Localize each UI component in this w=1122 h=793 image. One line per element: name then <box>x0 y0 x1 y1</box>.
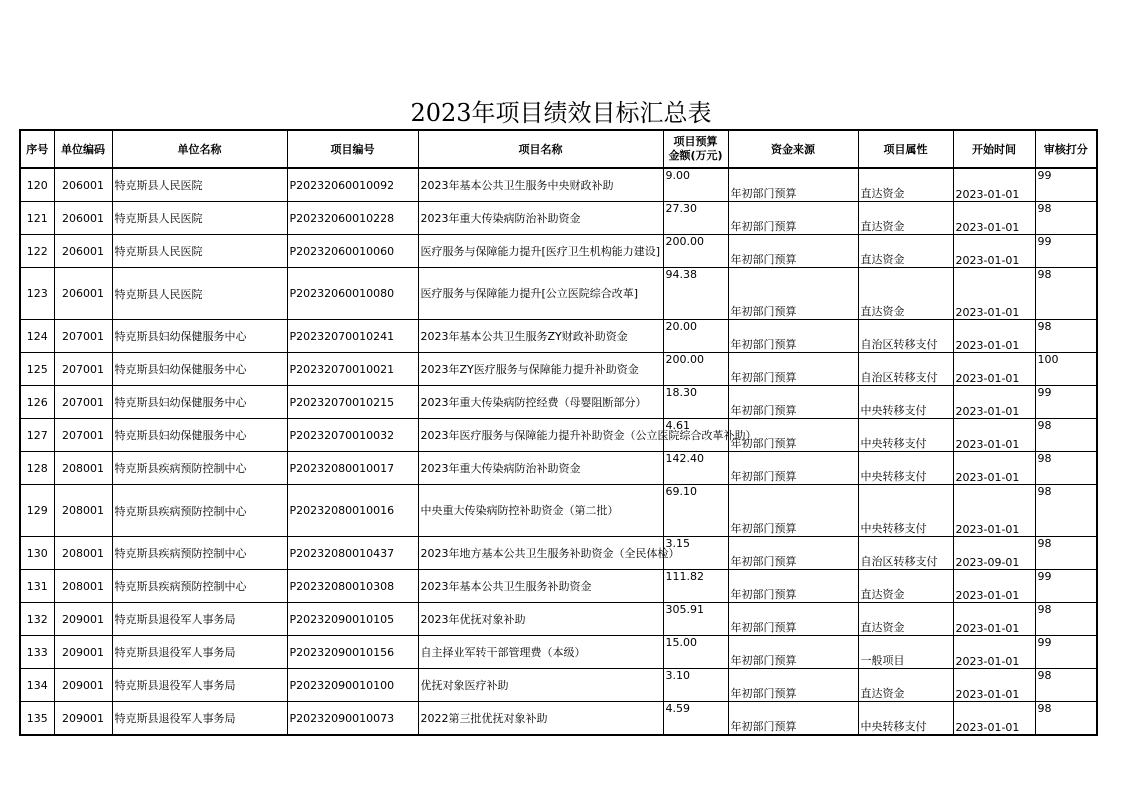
cell-project-attr: 中央转移支付 <box>858 452 953 485</box>
header-project-name: 项目名称 <box>418 130 663 168</box>
cell-project-code: P20232070010215 <box>287 386 418 419</box>
cell-project-name: 中央重大传染病防控补助资金（第二批） <box>418 485 663 537</box>
cell-budget: 18.30 <box>663 386 728 419</box>
header-unit-code: 单位编码 <box>54 130 112 168</box>
cell-unit-name: 特克斯县人民医院 <box>112 202 287 235</box>
cell-project-name: 2023年医疗服务与保障能力提升补助资金（公立医院综合改革补助） <box>418 419 663 452</box>
cell-seq: 128 <box>20 452 54 485</box>
cell-project-code: P20232070010021 <box>287 353 418 386</box>
cell-unit-code: 207001 <box>54 386 112 419</box>
header-budget-line1: 项目预算 <box>673 135 718 148</box>
cell-seq: 133 <box>20 636 54 669</box>
cell-seq: 131 <box>20 570 54 603</box>
cell-project-attr: 自治区转移支付 <box>858 353 953 386</box>
cell-seq: 126 <box>20 386 54 419</box>
cell-budget: 142.40 <box>663 452 728 485</box>
cell-project-code: P20232090010073 <box>287 702 418 736</box>
table-row <box>20 353 1097 386</box>
cell-project-code: P20232090010105 <box>287 603 418 636</box>
cell-project-attr: 直达资金 <box>858 603 953 636</box>
header-budget-line2: 金额(万元) <box>668 149 723 162</box>
table-row <box>20 419 1097 452</box>
cell-project-name: 2023年基本公共卫生服务补助资金 <box>418 570 663 603</box>
cell-seq: 121 <box>20 202 54 235</box>
table-row <box>20 452 1097 485</box>
cell-start-date: 2023-01-01 <box>953 603 1035 636</box>
cell-unit-code: 207001 <box>54 419 112 452</box>
header-fund-source: 资金来源 <box>728 130 858 168</box>
cell-project-code: P20232060010060 <box>287 235 418 268</box>
cell-project-attr: 中央转移支付 <box>858 386 953 419</box>
cell-project-code: P20232080010437 <box>287 537 418 570</box>
cell-unit-name: 特克斯县退役军人事务局 <box>112 603 287 636</box>
cell-fund-source: 年初部门预算 <box>728 702 858 736</box>
cell-budget: 200.00 <box>663 353 728 386</box>
cell-review-score: 98 <box>1035 320 1097 353</box>
cell-unit-name: 特克斯县妇幼保健服务中心 <box>112 386 287 419</box>
cell-start-date: 2023-01-01 <box>953 485 1035 537</box>
cell-project-name: 2023年地方基本公共卫生服务补助资金（全民体检） <box>418 537 663 570</box>
cell-start-date: 2023-01-01 <box>953 168 1035 202</box>
cell-start-date: 2023-01-01 <box>953 636 1035 669</box>
cell-project-code: P20232060010080 <box>287 268 418 320</box>
cell-review-score: 100 <box>1035 353 1097 386</box>
cell-project-name: 医疗服务与保障能力提升[医疗卫生机构能力建设] <box>418 235 663 268</box>
table-row <box>20 570 1097 603</box>
table-row <box>20 603 1097 636</box>
table-row <box>20 320 1097 353</box>
cell-budget: 3.15 <box>663 537 728 570</box>
cell-fund-source: 年初部门预算 <box>728 636 858 669</box>
cell-project-name: 2023年优抚对象补助 <box>418 603 663 636</box>
cell-start-date: 2023-01-01 <box>953 419 1035 452</box>
table-row <box>20 485 1097 537</box>
cell-unit-name: 特克斯县疾病预防控制中心 <box>112 570 287 603</box>
cell-budget: 9.00 <box>663 168 728 202</box>
cell-unit-code: 207001 <box>54 320 112 353</box>
cell-fund-source: 年初部门预算 <box>728 419 858 452</box>
cell-fund-source: 年初部门预算 <box>728 537 858 570</box>
cell-start-date: 2023-01-01 <box>953 353 1035 386</box>
cell-seq: 125 <box>20 353 54 386</box>
cell-budget: 200.00 <box>663 235 728 268</box>
cell-project-code: P20232080010017 <box>287 452 418 485</box>
cell-seq: 124 <box>20 320 54 353</box>
cell-review-score: 98 <box>1035 452 1097 485</box>
cell-fund-source: 年初部门预算 <box>728 235 858 268</box>
cell-budget: 4.59 <box>663 702 728 736</box>
cell-unit-name: 特克斯县疾病预防控制中心 <box>112 537 287 570</box>
cell-unit-name: 特克斯县人民医院 <box>112 168 287 202</box>
cell-review-score: 98 <box>1035 702 1097 736</box>
cell-start-date: 2023-09-01 <box>953 537 1035 570</box>
cell-start-date: 2023-01-01 <box>953 386 1035 419</box>
header-unit-name: 单位名称 <box>112 130 287 168</box>
header-start-date: 开始时间 <box>953 130 1035 168</box>
cell-unit-code: 209001 <box>54 669 112 702</box>
cell-fund-source: 年初部门预算 <box>728 268 858 320</box>
cell-unit-code: 206001 <box>54 268 112 320</box>
cell-project-name: 2023年重大传染病防治补助资金 <box>418 452 663 485</box>
cell-project-name: 2023年重大传染病防控经费（母婴阻断部分） <box>418 386 663 419</box>
cell-project-code: P20232080010308 <box>287 570 418 603</box>
table-row <box>20 235 1097 268</box>
header-project-code: 项目编号 <box>287 130 418 168</box>
cell-project-attr: 一般项目 <box>858 636 953 669</box>
cell-review-score: 98 <box>1035 268 1097 320</box>
cell-fund-source: 年初部门预算 <box>728 603 858 636</box>
cell-fund-source: 年初部门预算 <box>728 669 858 702</box>
cell-seq: 135 <box>20 702 54 736</box>
header-review-score: 审核打分 <box>1035 130 1097 168</box>
header-row <box>20 130 1097 168</box>
cell-unit-name: 特克斯县妇幼保健服务中心 <box>112 320 287 353</box>
cell-review-score: 99 <box>1035 168 1097 202</box>
cell-project-code: P20232070010241 <box>287 320 418 353</box>
cell-seq: 129 <box>20 485 54 537</box>
table-row <box>20 168 1097 202</box>
cell-start-date: 2023-01-01 <box>953 202 1035 235</box>
table-body <box>20 168 1097 735</box>
cell-project-attr: 中央转移支付 <box>858 702 953 736</box>
cell-unit-code: 209001 <box>54 603 112 636</box>
cell-project-name: 2023年重大传染病防治补助资金 <box>418 202 663 235</box>
cell-unit-code: 207001 <box>54 353 112 386</box>
cell-project-attr: 直达资金 <box>858 235 953 268</box>
cell-project-attr: 直达资金 <box>858 202 953 235</box>
cell-project-attr: 自治区转移支付 <box>858 537 953 570</box>
cell-start-date: 2023-01-01 <box>953 702 1035 736</box>
cell-project-code: P20232090010156 <box>287 636 418 669</box>
cell-unit-name: 特克斯县退役军人事务局 <box>112 669 287 702</box>
cell-review-score: 99 <box>1035 235 1097 268</box>
cell-unit-name: 特克斯县疾病预防控制中心 <box>112 452 287 485</box>
cell-project-name: 2023年ZY医疗服务与保障能力提升补助资金 <box>418 353 663 386</box>
table-row <box>20 202 1097 235</box>
cell-project-attr: 直达资金 <box>858 168 953 202</box>
cell-project-attr: 自治区转移支付 <box>858 320 953 353</box>
cell-unit-code: 206001 <box>54 202 112 235</box>
cell-budget: 94.38 <box>663 268 728 320</box>
cell-seq: 134 <box>20 669 54 702</box>
cell-fund-source: 年初部门预算 <box>728 168 858 202</box>
cell-review-score: 99 <box>1035 386 1097 419</box>
cell-project-name: 2022第三批优抚对象补助 <box>418 702 663 736</box>
table-row <box>20 268 1097 320</box>
cell-review-score: 99 <box>1035 570 1097 603</box>
cell-budget: 69.10 <box>663 485 728 537</box>
cell-project-code: P20232060010092 <box>287 168 418 202</box>
cell-review-score: 98 <box>1035 603 1097 636</box>
cell-project-name: 医疗服务与保障能力提升[公立医院综合改革] <box>418 268 663 320</box>
cell-seq: 127 <box>20 419 54 452</box>
cell-review-score: 99 <box>1035 636 1097 669</box>
table-row <box>20 702 1097 736</box>
cell-project-attr: 直达资金 <box>858 570 953 603</box>
cell-budget: 4.61 <box>663 419 728 452</box>
cell-budget: 27.30 <box>663 202 728 235</box>
cell-review-score: 98 <box>1035 537 1097 570</box>
cell-project-name: 2023年基本公共卫生服务中央财政补助 <box>418 168 663 202</box>
cell-unit-name: 特克斯县妇幼保健服务中心 <box>112 353 287 386</box>
cell-fund-source: 年初部门预算 <box>728 353 858 386</box>
cell-project-attr: 中央转移支付 <box>858 419 953 452</box>
cell-unit-name: 特克斯县疾病预防控制中心 <box>112 485 287 537</box>
cell-seq: 122 <box>20 235 54 268</box>
cell-fund-source: 年初部门预算 <box>728 320 858 353</box>
cell-budget: 20.00 <box>663 320 728 353</box>
cell-project-attr: 直达资金 <box>858 268 953 320</box>
cell-unit-code: 209001 <box>54 702 112 736</box>
cell-start-date: 2023-01-01 <box>953 669 1035 702</box>
cell-project-code: P20232070010032 <box>287 419 418 452</box>
cell-unit-code: 208001 <box>54 570 112 603</box>
cell-review-score: 98 <box>1035 669 1097 702</box>
cell-project-attr: 直达资金 <box>858 669 953 702</box>
page-title: 2023年项目绩效目标汇总表 <box>410 99 712 127</box>
table-row <box>20 537 1097 570</box>
cell-budget: 15.00 <box>663 636 728 669</box>
cell-start-date: 2023-01-01 <box>953 268 1035 320</box>
cell-review-score: 98 <box>1035 485 1097 537</box>
cell-unit-code: 208001 <box>54 537 112 570</box>
cell-unit-code: 209001 <box>54 636 112 669</box>
cell-fund-source: 年初部门预算 <box>728 485 858 537</box>
cell-unit-code: 206001 <box>54 235 112 268</box>
cell-unit-name: 特克斯县退役军人事务局 <box>112 702 287 736</box>
cell-start-date: 2023-01-01 <box>953 452 1035 485</box>
header-seq: 序号 <box>20 130 54 168</box>
header-project-attr: 项目属性 <box>858 130 953 168</box>
cell-seq: 123 <box>20 268 54 320</box>
cell-unit-name: 特克斯县人民医院 <box>112 268 287 320</box>
cell-seq: 132 <box>20 603 54 636</box>
cell-project-attr: 中央转移支付 <box>858 485 953 537</box>
cell-start-date: 2023-01-01 <box>953 235 1035 268</box>
table-row <box>20 669 1097 702</box>
cell-fund-source: 年初部门预算 <box>728 202 858 235</box>
cell-fund-source: 年初部门预算 <box>728 570 858 603</box>
cell-seq: 130 <box>20 537 54 570</box>
cell-project-code: P20232090010100 <box>287 669 418 702</box>
cell-budget: 305.91 <box>663 603 728 636</box>
cell-project-name: 2023年基本公共卫生服务ZY财政补助资金 <box>418 320 663 353</box>
cell-unit-name: 特克斯县妇幼保健服务中心 <box>112 419 287 452</box>
cell-seq: 120 <box>20 168 54 202</box>
cell-fund-source: 年初部门预算 <box>728 452 858 485</box>
cell-unit-name: 特克斯县人民医院 <box>112 235 287 268</box>
cell-fund-source: 年初部门预算 <box>728 386 858 419</box>
cell-project-code: P20232080010016 <box>287 485 418 537</box>
cell-project-name: 优抚对象医疗补助 <box>418 669 663 702</box>
header-budget <box>663 130 728 168</box>
cell-start-date: 2023-01-01 <box>953 570 1035 603</box>
cell-unit-code: 208001 <box>54 485 112 537</box>
summary-table <box>19 129 1098 736</box>
table-row <box>20 636 1097 669</box>
cell-project-name: 自主择业军转干部管理费（本级） <box>418 636 663 669</box>
cell-budget: 3.10 <box>663 669 728 702</box>
table-row <box>20 386 1097 419</box>
cell-review-score: 98 <box>1035 202 1097 235</box>
cell-start-date: 2023-01-01 <box>953 320 1035 353</box>
cell-budget: 111.82 <box>663 570 728 603</box>
cell-unit-code: 208001 <box>54 452 112 485</box>
cell-unit-name: 特克斯县退役军人事务局 <box>112 636 287 669</box>
cell-unit-code: 206001 <box>54 168 112 202</box>
cell-project-code: P20232060010228 <box>287 202 418 235</box>
cell-review-score: 98 <box>1035 419 1097 452</box>
